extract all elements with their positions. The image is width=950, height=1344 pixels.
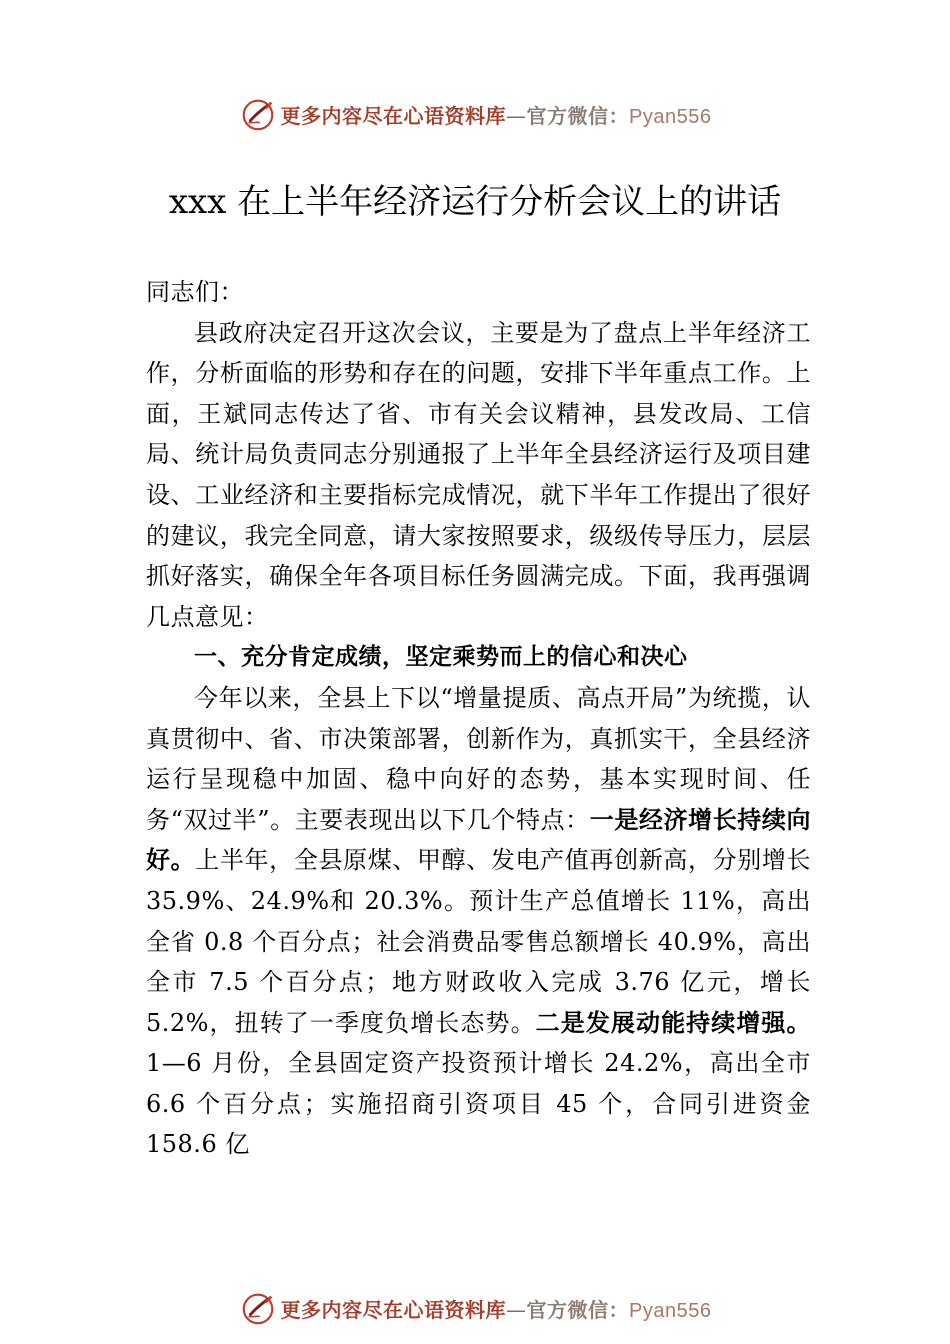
highlight-point-2: 二是发展动能持续增强。 <box>535 1007 811 1037</box>
document-body <box>146 272 811 1165</box>
pen-writing-logo-icon <box>239 1289 277 1327</box>
watermark-wechat-label: 官方微信： <box>526 1297 630 1322</box>
watermark-separator: — <box>506 1297 527 1322</box>
document-title: xxx 在上半年经济运行分析会议上的讲话 <box>168 182 782 222</box>
paragraph-text: 上半年，全县原煤、甲醇、发电产值再创新高，分别增长 35.9%、24.9%和 20.3%。预计生产总值增长 11%，高出全省 0.8 个百分点；社会消费品零售总额增长 40.9%，高出全市 7.5 个百分点；地方财政收入完成 3.76 亿元，增长 5.2%，扭转了一季度负增长态势。 <box>146 846 812 1037</box>
body-paragraph <box>146 678 811 1165</box>
watermark-wechat-id: Pyan556 <box>629 105 712 128</box>
watermark-site-text: 更多内容尽在心语资料库 <box>280 1297 507 1322</box>
watermark-banner-bottom <box>0 1286 950 1330</box>
watermark-site-text: 更多内容尽在心语资料库 <box>280 103 507 128</box>
pen-writing-logo-icon <box>239 95 277 133</box>
section-heading: 一、充分肯定成绩，坚定乘势而上的信心和决心 <box>194 644 688 671</box>
watermark-separator: — <box>506 103 527 128</box>
highlight-point-1: 一是经济增长持续向好。 <box>146 804 811 875</box>
paragraph-text: 今年以来，全县上下以“增量提质、高点开局”为统揽，认真贯彻中、省、市决策部署，创新作为，真抓实干，全县经济运行呈现稳中加固、稳中向好的态势，基本实现时间、任务“双过半”。主要表现出以下几个特点： <box>146 683 811 834</box>
intro-paragraph: 县政府决定召开这次会议，主要是为了盘点上半年经济工作，分析面临的形势和存在的问题，安排下半年重点工作。上面，王斌同志传达了省、市有关会议精神，县发改局、工信局、统计局负责同志分别通报了上半年全县经济运行及项目建设、工业经济和主要指标完成情况，就下半年工作提出了很好的建议，我完全同意，请大家按照要求，级级传导压力，层层抓好落实，确保全年各项目标任务圆满完成。下面，我再强调几点意见： <box>146 318 811 631</box>
paragraph-text: 1—6 月份，全县固定资产投资预计增长 24.2%，高出全市 6.6 个百分点；实施招商引资项目 45 个，合同引进资金 158.6 亿 <box>146 1049 811 1159</box>
watermark-wechat-id: Pyan556 <box>629 1299 712 1322</box>
watermark-text <box>281 1294 712 1323</box>
watermark-text <box>281 100 712 129</box>
watermark-banner-top <box>0 92 950 136</box>
watermark-wechat-label: 官方微信： <box>526 103 630 128</box>
salutation: 同志们： <box>146 278 244 306</box>
